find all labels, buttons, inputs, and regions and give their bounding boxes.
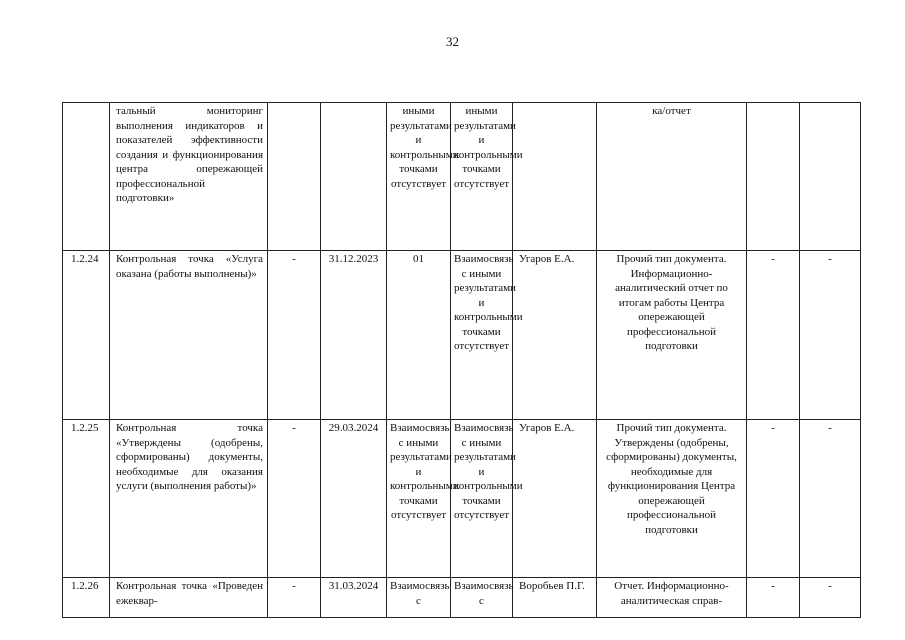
row-link: иными результатами и контрольными точками отсутствует bbox=[451, 103, 513, 251]
row-document: Прочий тип документа. Утверждены (одобрены, сформированы) документы, необходимые для функционирования Центра опережающей профессиональной подготовки bbox=[597, 420, 747, 578]
row-name: Контрольная точка «Утверждены (одобрены, сформированы) документы, необходимые для оказания услуги (выполнения работы)» bbox=[110, 420, 268, 578]
table-row bbox=[63, 251, 861, 420]
row-link: Взаимосвязь с иными результатами и контрольными точками отсутствует bbox=[451, 420, 513, 578]
row-responsible: Угаров Е.А. bbox=[513, 251, 597, 420]
row-col10: - bbox=[800, 578, 861, 618]
row-document: Прочий тип документа. Информационно-аналитический отчет по итогам работы Центра опережающей профессиональной подготовки bbox=[597, 251, 747, 420]
row-date: 31.12.2023 bbox=[321, 251, 387, 420]
page-number: 32 bbox=[446, 34, 459, 49]
row-prev: - bbox=[268, 420, 321, 578]
row-col9: - bbox=[747, 251, 800, 420]
row-responsible bbox=[513, 103, 597, 251]
row-col10: - bbox=[800, 420, 861, 578]
row-document: Отчет. Информационно-аналитическая справ- bbox=[597, 578, 747, 618]
row-responsible: Угаров Е.А. bbox=[513, 420, 597, 578]
row-document: ка/отчет bbox=[597, 103, 747, 251]
plan-table bbox=[62, 102, 861, 618]
row-type: Взаимосвязь с bbox=[387, 578, 451, 618]
row-prev: - bbox=[268, 251, 321, 420]
row-col9: - bbox=[747, 578, 800, 618]
table-row bbox=[63, 578, 861, 618]
row-date: 31.03.2024 bbox=[321, 578, 387, 618]
row-type: 01 bbox=[387, 251, 451, 420]
table-row bbox=[63, 420, 861, 578]
row-number: 1.2.26 bbox=[63, 578, 110, 618]
row-col10 bbox=[800, 103, 861, 251]
table-row bbox=[63, 103, 861, 251]
row-link: Взаимосвязь с иными результатами и контрольными точками отсутствует bbox=[451, 251, 513, 420]
row-type: иными результатами и контрольными точками отсутствует bbox=[387, 103, 451, 251]
row-date: 29.03.2024 bbox=[321, 420, 387, 578]
row-link: Взаимосвязь с bbox=[451, 578, 513, 618]
row-number bbox=[63, 103, 110, 251]
row-name: тальный мониторинг выполнения индикаторов и показателей эффективности создания и функционирования центра опережающей профессиональной подготовки» bbox=[110, 103, 268, 251]
row-prev: - bbox=[268, 578, 321, 618]
row-responsible: Воробьев П.Г. bbox=[513, 578, 597, 618]
row-number: 1.2.25 bbox=[63, 420, 110, 578]
row-date bbox=[321, 103, 387, 251]
row-prev bbox=[268, 103, 321, 251]
row-col9: - bbox=[747, 420, 800, 578]
table-container bbox=[62, 102, 860, 607]
row-col10: - bbox=[800, 251, 861, 420]
row-number: 1.2.24 bbox=[63, 251, 110, 420]
row-name: Контрольная точка «Услуга оказана (работы выполнены)» bbox=[110, 251, 268, 420]
row-name: Контрольная точка «Проведен ежеквар- bbox=[110, 578, 268, 618]
row-type: Взаимосвязь с иными результатами и контрольными точками отсутствует bbox=[387, 420, 451, 578]
row-col9 bbox=[747, 103, 800, 251]
